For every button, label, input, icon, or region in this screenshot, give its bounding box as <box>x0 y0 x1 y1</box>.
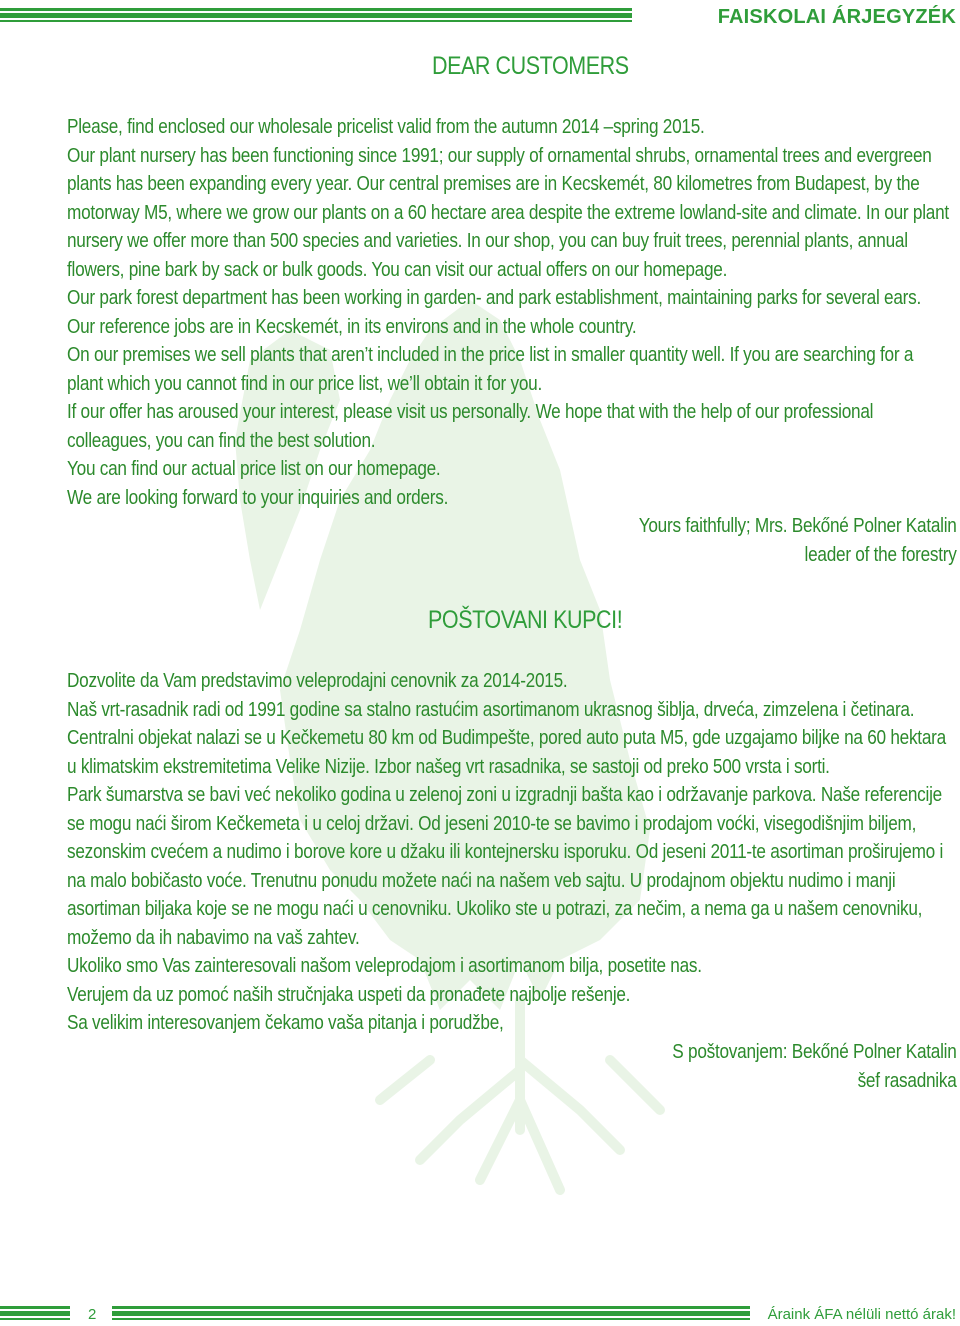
serbian-paragraph: Dozvolite da Vam predstavimo veleprodajni cenovnik za 2014-2015. <box>67 670 568 692</box>
serbian-heading: POŠTOVANI KUPCI! <box>428 606 623 634</box>
header-decorative-stripes <box>0 8 632 22</box>
english-signature <box>639 512 957 569</box>
english-signature-name: Yours faithfully; Mrs. Bekőné Polner Katalin <box>639 515 957 537</box>
serbian-paragraph: Verujem da uz pomoć naših stručnjaka uspeti da pronađete najbolje rešenje. <box>67 983 631 1006</box>
serbian-signature-name: S poštovanjem: Bekőné Polner Katalin <box>672 1041 957 1063</box>
document-header-title: FAISKOLAI ÁRJEGYZÉK <box>717 6 956 28</box>
english-paragraph: You can find our actual price list on our homepage. <box>67 458 441 480</box>
english-paragraph: Our plant nursery has been functioning since 1991; our supply of ornamental shrubs, ornamental trees and evergreen plants has been expanding every year. Our central premises are in Kecskemét, 80 kilometres from Budapest, by the motorway M5, where we grow our plants on a 60 hectare area despite the extreme lowland-site and climate. In our plant nursery we offer more than 500 species and varieties. In our shop, you can buy fruit trees, perennial plants, annual flowers, pine bark by sack or bulk goods. You can visit our actual offers on our homepage. <box>67 144 949 281</box>
english-paragraph: We are looking forward to your inquiries and orders. <box>67 486 449 509</box>
serbian-letter-body <box>67 667 953 1038</box>
english-paragraph: If our offer has aroused your interest, please visit us personally. We hope that with the help of our professional colleagues, you can find the best solution. <box>67 401 874 452</box>
serbian-signature-title: šef rasadnika <box>858 1069 957 1092</box>
english-paragraph: Please, find enclosed our wholesale pricelist valid from the autumn 2014 –spring 2015. <box>67 116 705 138</box>
footer-price-note: Áraink ÁFA nélüli nettó árak! <box>767 1306 956 1323</box>
serbian-paragraph: Park šumarstva se bavi već nekoliko godina u zelenoj zoni u izgradnji bašta kao i održavanje parkova. Naše referencije se mogu naći širom Kečkemeta i u celoj državi. Od jeseni 2010-te se bavimo i prodajom voćki, visegodišnjim biljem, sezonskim cvećem a nudimo i borove kore u džaku ili kontejnersku isporuku. Od jeseni 2011-te asortiman proširujemo i na malo bobičasto voće. Trenutnu ponudu možete naći na našem veb sajtu. U prodajnom objektu nudimo i manji asortiman biljaka koje se ne mogu naći u cenovniku. Ukoliko ste u potrazi, za nečim, a nema ga u našem cenovniku, možemo da ih nabavimo na vaš zahtev. <box>67 784 944 949</box>
page-number: 2 <box>88 1306 97 1323</box>
serbian-paragraph: Naš vrt-rasadnik radi od 1991 godine sa stalno rastućim asortimanom ukrasnog šiblja, drveća, zimzelena i četinara. Centralni objekat nalazi se u Kečkemetu 80 km od Budimpešte, pored auto puta M5, gde uzgajamo biljke na 60 hektara u klimatskim ekstremitetima Velike Nizije. Izbor našeg vrt rasadnika, se sastoji od preko 500 vrsta i sorti. <box>67 698 946 778</box>
english-letter-body <box>67 113 953 512</box>
english-paragraph: Our park forest department has been working in garden- and park establishment, maintaining parks for several ears. Our reference jobs are in Kecskemét, in its environs and in the whole country. <box>67 287 921 338</box>
english-heading: DEAR CUSTOMERS <box>432 52 629 80</box>
serbian-signature <box>673 1038 957 1095</box>
english-paragraph: On our premises we sell plants that aren’t included in the price list in smaller quantity well. If you are searching for a plant which you cannot find in our price list, we’ll obtain it for you. <box>67 344 914 395</box>
serbian-paragraph: Ukoliko smo Vas zainteresovali našom veleprodajom i asortimanom bilja, posetite nas. <box>67 955 702 977</box>
english-signature-title: leader of the forestry <box>804 543 957 566</box>
footer-right-stripes <box>112 1306 750 1320</box>
footer-left-stripes <box>0 1306 70 1320</box>
serbian-paragraph: Sa velikim interesovanjem čekamo vaša pitanja i porudžbe, <box>67 1012 504 1034</box>
